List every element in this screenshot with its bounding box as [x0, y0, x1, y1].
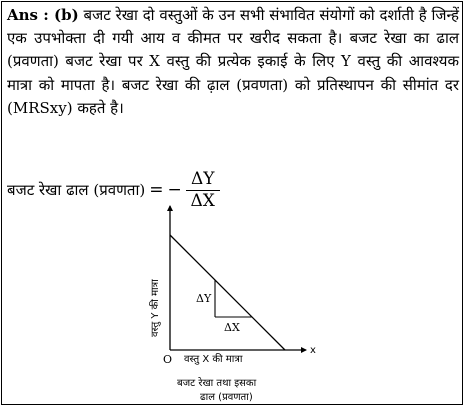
answer-prefix: Ans : (b) — [7, 6, 79, 24]
caption-line-2: ढाल (प्रवणता) — [200, 392, 253, 403]
origin-label: O — [163, 353, 173, 366]
formula-denominator: ΔX — [190, 190, 215, 211]
y-axis-title: वस्तु Y की मात्रा — [150, 279, 161, 337]
delta-x-label: ΔX — [224, 321, 240, 334]
formula-numerator: ΔY — [190, 168, 215, 189]
caption-line-1: बजट रेखा तथा इसका — [177, 378, 257, 389]
x-axis-title: वस्तु X की मात्रा — [184, 354, 243, 365]
formula-equals: = — [149, 180, 164, 200]
x-axis-letter: x — [310, 345, 316, 356]
delta-y-label: ΔY — [196, 292, 212, 305]
answer-text: बजट रेखा दो वस्तुओं के उन सभी संभावित संयोगों को दर्शाती है जिन्हें एक उपभोक्ता दी गयी आय व कीमत पर खरीद सकता है। बजट रेखा का ढाल (प्रवणता) बजट रेखा पर X वस्तु की प्रत्येक इकाई के लिए Y वस्तु की आवश्यक मात्रा को मापता है। बजट रेखा की ढ़ाल (प्रवणता) को प्रतिस्थापन की सीमांत दर (MRSxy) कहते है। — [7, 6, 460, 117]
formula-minus: − — [167, 180, 182, 200]
formula-lhs: बजट रेखा ढाल (प्रवणता) — [7, 181, 146, 199]
